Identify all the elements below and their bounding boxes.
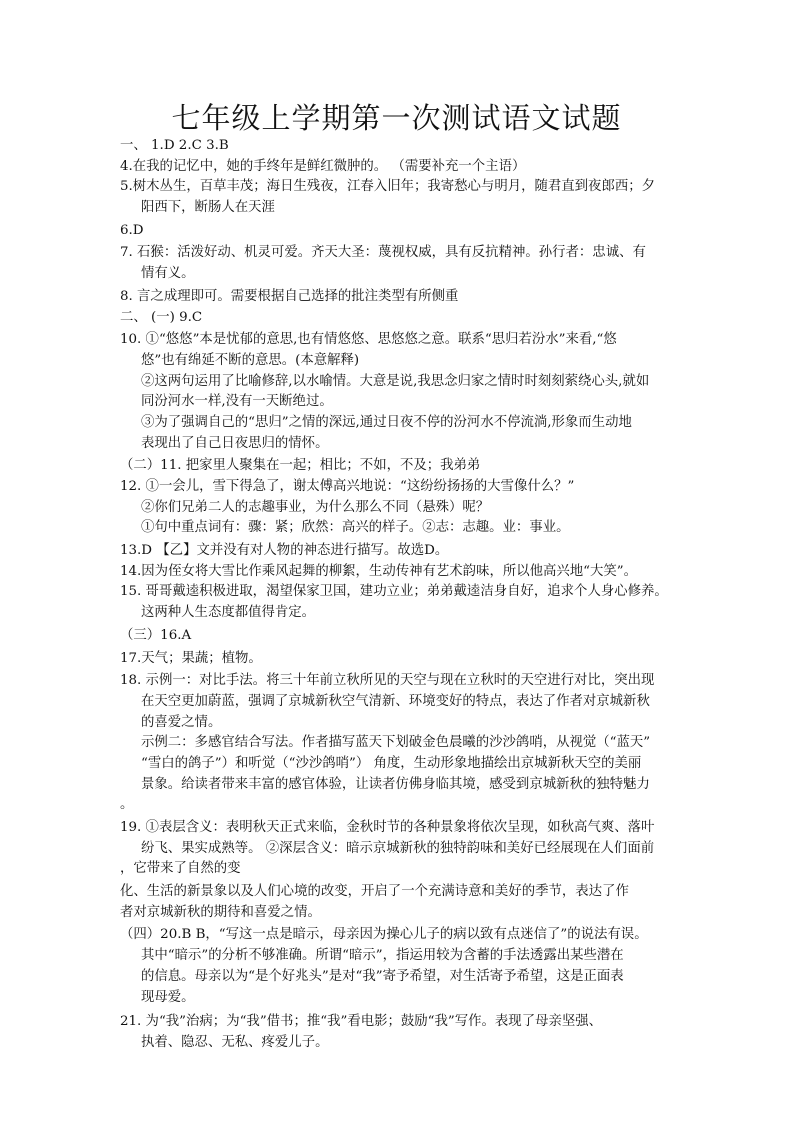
answer-line: 情有义。	[141, 266, 195, 282]
answer-line: 15. 哥哥戴逵积极进取，渴望保家卫国，建功立业；弟弟戴逵洁身自好，追求个人身心修养。	[120, 584, 668, 600]
answer-line: 者对京城新秋的期待和喜爱之情。	[120, 904, 321, 920]
answer-line: 19. ①表层含义：表明秋天正式来临，金秋时节的各种景象将依次呈现，如秋高气爽、落叶	[120, 820, 655, 835]
answer-line: 景象。给读者带来丰富的感官体验，让读者仿佛身临其境，感受到京城新秋的独特魅力	[141, 776, 650, 792]
answer-line: 同汾河水一样,没有一天断绝过。	[141, 394, 333, 410]
answer-line: 二、 (一) 9.C	[120, 309, 203, 325]
answer-line: ③为了强调自己的“思归”之情的深远,通过日夜不停的汾河水不停流淌,形象而生动地	[141, 414, 632, 430]
answer-line: 5.树木丛生，百草丰茂；海日生残夜，江春入旧年；我寄愁心与明月，随君直到夜郎西；夕	[120, 179, 656, 195]
answer-line: ②这两句运用了比喻修辞,以水喻情。大意是说,我思念归家之情时时刻刻萦绕心头,就如	[141, 373, 650, 389]
answer-line: 这两种人生态度都值得肯定。	[141, 605, 316, 621]
answer-line: 在天空更加蔚蓝，强调了京城新秋空气清新、环境变好的特点，表达了作者对京城新秋	[141, 693, 650, 709]
answer-line: 10. ①“悠悠”本是忧郁的意思,也有情悠悠、思悠悠之意。联系“思归若汾水”来看,“悠	[120, 332, 617, 348]
answer-line: （三）16.A	[120, 627, 192, 643]
answer-line: 表现出了自己日夜思归的情怀。	[141, 435, 329, 451]
answer-line: （四）20.B B，“写这一点是暗示，母亲因为操心儿子的病以致有点迷信了”的说法有误。	[120, 927, 648, 943]
answer-line: ②你们兄弟二人的志趣事业，为什么那么不同（悬殊）呢？	[141, 499, 490, 515]
answer-line: 化、生活的新景象以及人们心境的改变，开启了一个充满诗意和美好的季节，表达了作	[120, 884, 629, 900]
answer-line: 18. 示例一：对比手法。将三十年前立秋所见的天空与现在立秋时的天空进行对比，突出现	[120, 673, 655, 689]
answer-line: 纷飞、果实成熟等。 ②深层含义：暗示京城新秋的独特韵味和美好已经展现在人们面前	[141, 840, 655, 856]
answer-line: 悠”也有绵延不断的意思。(本意解释)	[141, 352, 360, 368]
answer-line: （二）11. 把家里人聚集在一起；相比；不如，不及；我弟弟	[120, 458, 481, 474]
answer-line: “雪白的鸽子”）和听觉（“沙沙鸽哨”） 角度，生动形象地描绘出京城新秋天空的美丽	[141, 755, 642, 771]
answer-line: 12. ①一会儿，雪下得急了，谢太傅高兴地说：“这纷纷扬扬的大雪像什么？”	[120, 479, 575, 494]
answer-line: 现母爱。	[141, 989, 195, 1005]
answer-line: 21. 为“我”治病；为“我”借书；推“我”看电影；鼓励“我”写作。表现了母亲坚强、	[120, 1014, 603, 1030]
document-title: 七年级上学期第一次测试语文试题	[171, 101, 622, 135]
answer-line: ①句中重点词有：骤：紧；欣然：高兴的样子。②志：志趣。业：事业。	[141, 520, 570, 536]
answer-line: ，它带来了自然的变	[120, 861, 241, 877]
answer-line: 6.D	[120, 222, 144, 238]
answer-line: 4.在我的记忆中，她的手终年是鲜红微肿的。 （需要补充一个主语）	[120, 158, 526, 174]
answer-line: 其中“暗示”的分析不够准确。所谓“暗示”，指运用较为含蓄的手法透露出某些潜在	[141, 948, 624, 964]
answer-line: 14.因为侄女将大雪比作乘风起舞的柳絮，生动传神有艺术韵味，所以他高兴地“大笑”。	[120, 563, 638, 579]
answer-line: 。	[120, 797, 134, 813]
answer-line: 的信息。母亲以为“是个好兆头”是对“我”寄予希望，对生活寄予希望，这是正面表	[141, 968, 624, 984]
answer-key-body	[120, 136, 686, 1054]
answer-line: 阳西下，断肠人在天涯	[141, 200, 275, 216]
answer-line: 13.D 【乙】文并没有对人物的神态进行描写。故选D。	[120, 543, 449, 559]
answer-line: 的喜爱之情。	[141, 714, 222, 730]
answer-line: 示例二：多感官结合写法。作者描写蓝天下划破金色晨曦的沙沙鸽哨，从视觉（“蓝天”	[141, 735, 651, 751]
answer-line: 执着、隐忍、无私、疼爱儿子。	[141, 1034, 329, 1050]
answer-line: 17.天气；果蔬；植物。	[120, 650, 262, 666]
answer-line: 一、 1.D 2.C 3.B	[120, 138, 229, 153]
answer-line: 8. 言之成理即可。需要根据自己选择的批注类型有所侧重	[120, 288, 459, 304]
answer-line: 7. 石猴：活泼好动、机灵可爱。齐天大圣：蔑视权威，具有反抗精神。孙行者：忠诚、有	[120, 245, 646, 261]
